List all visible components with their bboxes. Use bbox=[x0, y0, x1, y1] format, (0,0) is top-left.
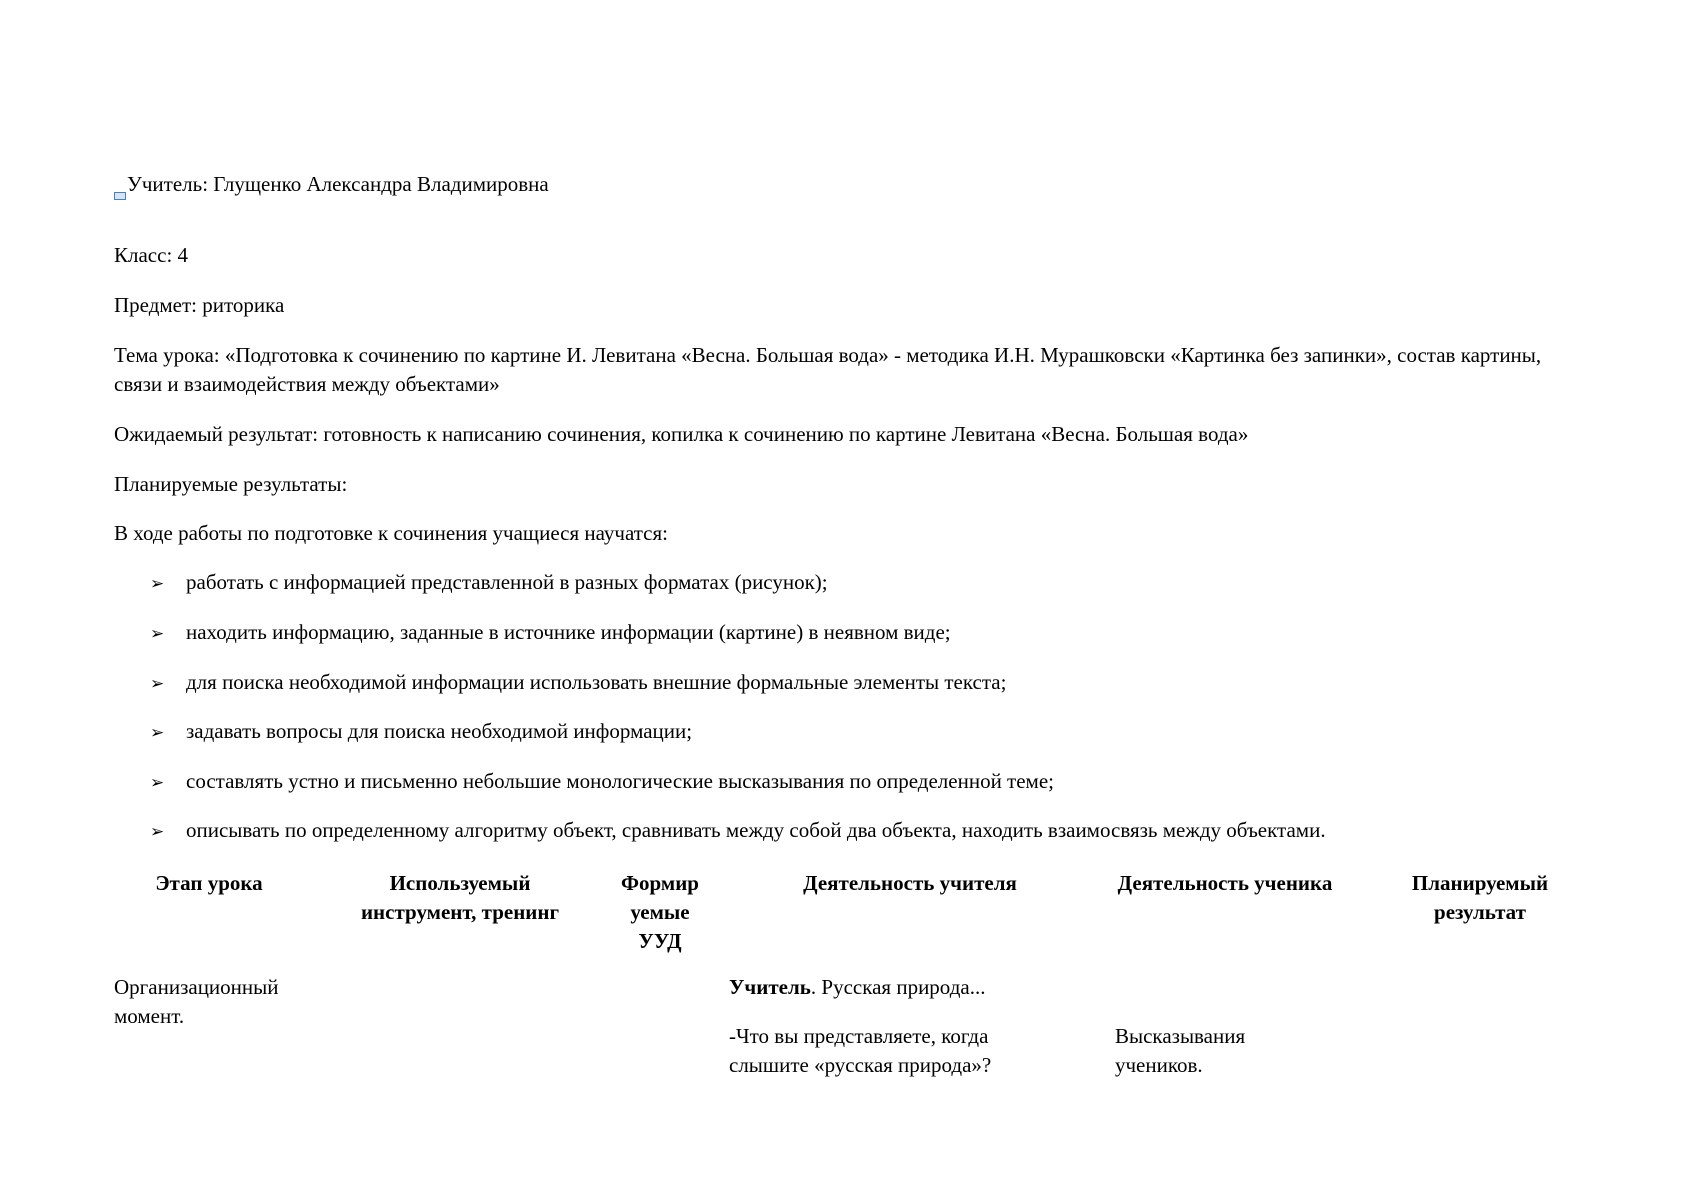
class-line: Класс: 4 bbox=[114, 243, 189, 267]
expected-result-line: Ожидаемый результат: готовность к написанию сочинения, копилка к сочинению по картине Левитана «Весна. Большая вода» bbox=[114, 422, 1249, 446]
subject-line: Предмет: риторика bbox=[114, 293, 285, 317]
table-cell-teacher bbox=[729, 973, 1089, 1002]
column-header-stage: Этап урока bbox=[155, 871, 263, 895]
arrow-bullet-icon: ➢ bbox=[150, 624, 165, 644]
column-header-tool: Используемый инструмент, тренинг bbox=[360, 871, 560, 924]
list-item bbox=[150, 618, 951, 649]
list-item bbox=[150, 568, 828, 599]
list-item bbox=[150, 816, 1326, 847]
list-item-text: работать с информацией представленной в разных форматах (рисунок); bbox=[186, 570, 828, 594]
teacher-text: . Русская природа... bbox=[810, 975, 986, 999]
arrow-bullet-icon: ➢ bbox=[150, 822, 165, 842]
intro-line: В ходе работы по подготовке к сочинения учащиеся научатся: bbox=[114, 521, 668, 545]
planned-results-heading: Планируемые результаты: bbox=[114, 472, 348, 496]
arrow-bullet-icon: ➢ bbox=[150, 723, 165, 743]
list-item-text: находить информацию, заданные в источнике информации (картине) в неявном виде; bbox=[186, 620, 951, 644]
anchor-icon bbox=[114, 192, 126, 200]
table-cell-stage: Организационный момент. bbox=[114, 975, 279, 1028]
list-item-text: для поиска необходимой информации использовать внешние формальные элементы текста; bbox=[186, 670, 1007, 694]
arrow-bullet-icon: ➢ bbox=[150, 674, 165, 694]
table-cell-teacher-question: -Что вы представляете, когда слышите «русская природа»? bbox=[729, 1024, 992, 1077]
list-item-text: составлять устно и письменно небольшие монологические высказывания по определенной теме; bbox=[186, 769, 1054, 793]
teacher-line: Учитель: Глущенко Александра Владимировна bbox=[127, 172, 549, 196]
list-item-text: описывать по определенному алгоритму объект, сравнивать между собой два объекта, находить взаимосвязь между объектами. bbox=[186, 818, 1326, 842]
column-header-student: Деятельность ученика bbox=[1117, 871, 1333, 895]
column-header-teacher: Деятельность учителя bbox=[803, 871, 1017, 895]
teacher-label: Учитель bbox=[729, 975, 811, 999]
table-cell-student: Высказывания учеников. bbox=[1115, 1024, 1246, 1077]
list-item-text: задавать вопросы для поиска необходимой информации; bbox=[186, 719, 693, 743]
list-item bbox=[150, 717, 692, 748]
arrow-bullet-icon: ➢ bbox=[150, 574, 165, 594]
arrow-bullet-icon: ➢ bbox=[150, 773, 165, 793]
list-item bbox=[150, 767, 1054, 798]
list-item bbox=[150, 668, 1006, 699]
column-header-result: Планируемый результат bbox=[1411, 871, 1549, 924]
topic-line: Тема урока: «Подготовка к сочинению по картине И. Левитана «Весна. Большая вода» - методика И.Н. Мурашковски «Картинка без запинки», состав картины, связи и взаимодействия между объектами» bbox=[114, 343, 1542, 396]
column-header-uud: Формир уемые УУД bbox=[621, 871, 699, 953]
